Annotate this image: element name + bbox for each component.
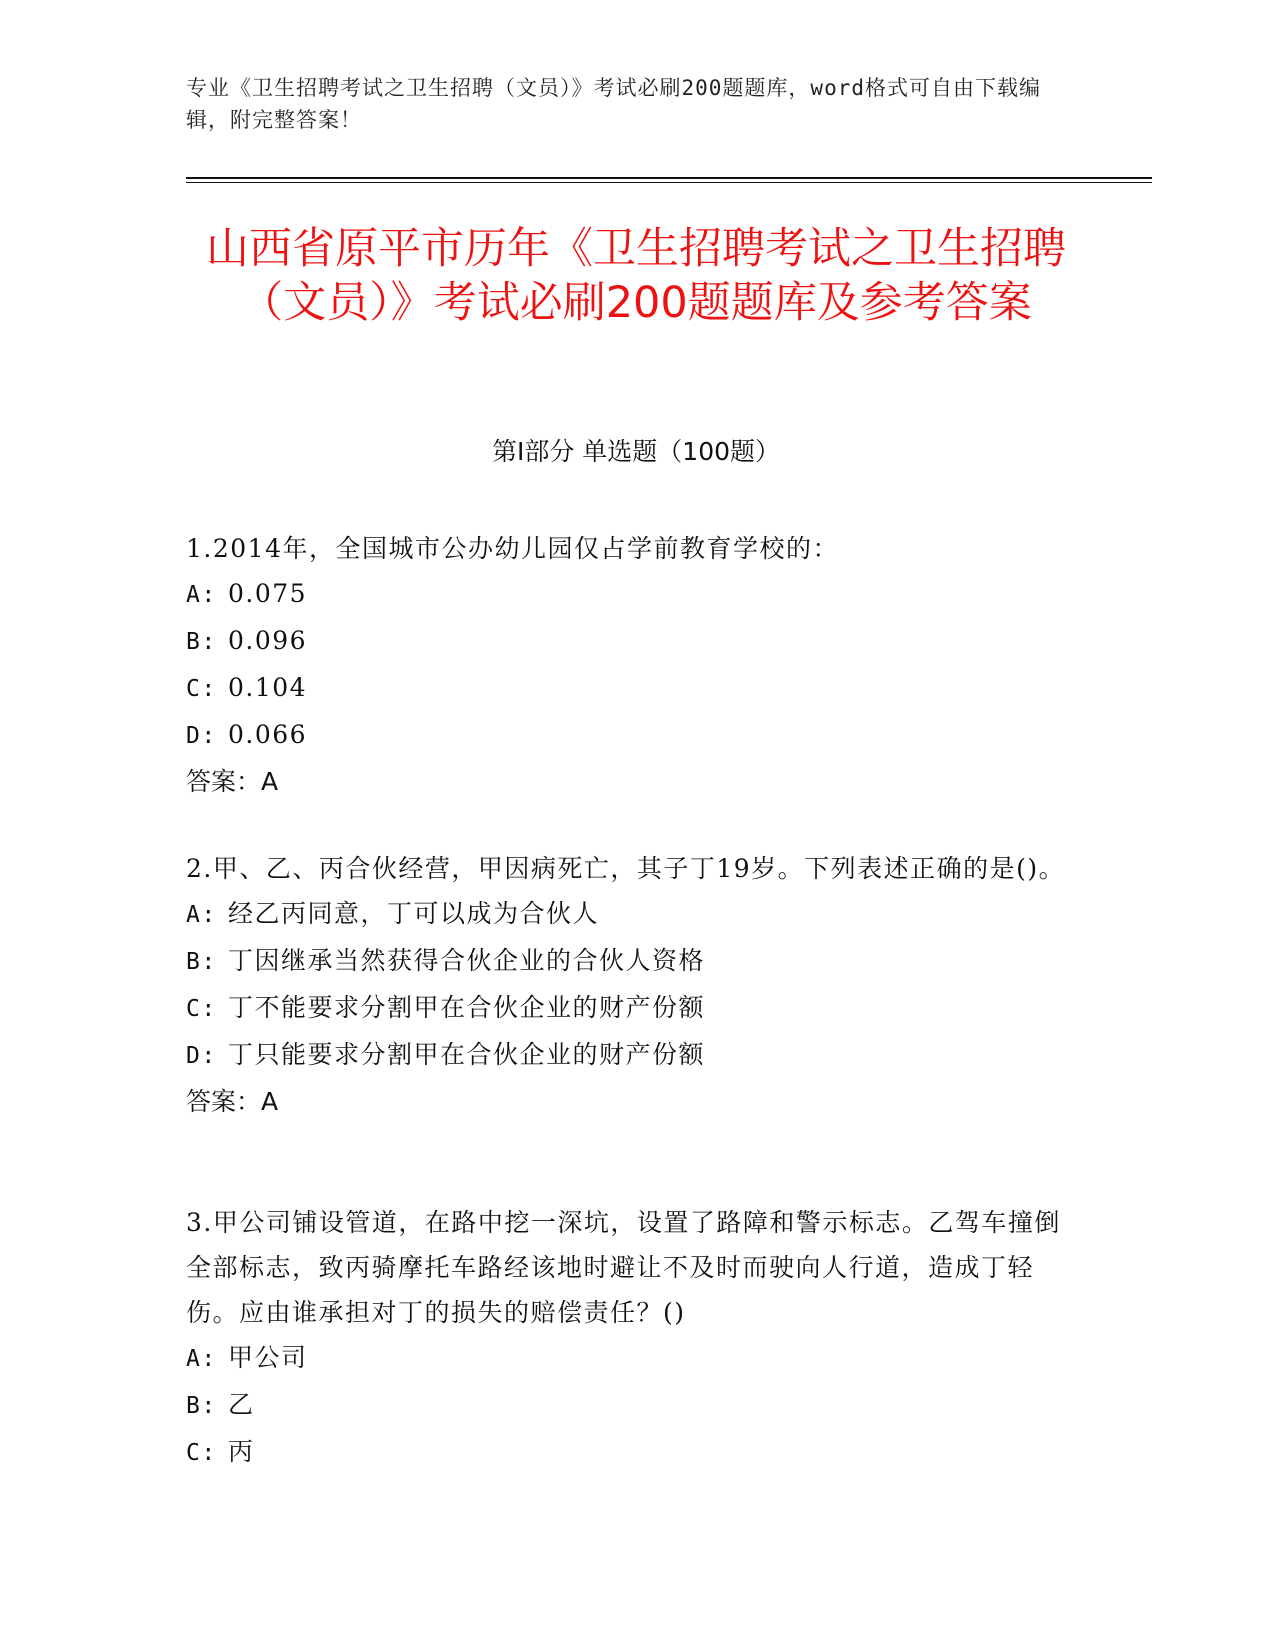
option-b <box>186 1382 1086 1429</box>
section-heading: 第Ⅰ部分 单选题（100题） <box>491 437 781 466</box>
option-text: 丙 <box>228 1437 255 1466</box>
option-a <box>186 571 1086 618</box>
option-letter: D: <box>186 1043 217 1069</box>
option-letter: C: <box>186 996 217 1022</box>
option-text: 0.096 <box>228 626 308 655</box>
option-letter: C: <box>186 1440 217 1466</box>
option-text: 乙 <box>228 1390 255 1419</box>
option-letter: D: <box>186 723 217 749</box>
header-divider-thin <box>186 182 1152 183</box>
option-d <box>186 712 1086 759</box>
option-letter: B: <box>186 1393 217 1419</box>
option-letter: A: <box>186 902 217 928</box>
option-text: 丁不能要求分割甲在合伙企业的财产份额 <box>228 993 706 1022</box>
option-a <box>186 1335 1086 1382</box>
option-c <box>186 985 1086 1032</box>
question-stem: 3.甲公司铺设管道，在路中挖一深坑，设置了路障和警示标志。乙驾车撞倒全部标志，致丙骑摩托车路经该地时避让不及时而驶向人行道，造成丁轻伤。应由谁承担对丁的损失的赔偿责任？() <box>186 1208 1061 1327</box>
option-b <box>186 938 1086 985</box>
document-title: 山西省原平市历年《卫生招聘考试之卫生招聘（文员）》考试必刷200题题库及参考答案 <box>206 224 1066 328</box>
question-2 <box>186 846 1086 1124</box>
option-text: 经乙丙同意，丁可以成为合伙人 <box>228 899 600 928</box>
option-c <box>186 1429 1086 1476</box>
option-c <box>186 665 1086 712</box>
option-text: 0.066 <box>228 720 308 749</box>
option-letter: B: <box>186 629 217 655</box>
answer: 答案：A <box>186 767 279 796</box>
option-letter: A: <box>186 582 217 608</box>
question-1 <box>186 526 1086 804</box>
option-letter: A: <box>186 1346 217 1372</box>
option-letter: B: <box>186 949 217 975</box>
option-b <box>186 618 1086 665</box>
header-note: 专业《卫生招聘考试之卫生招聘（文员）》考试必刷200题题库，word格式可自由下载编辑，附完整答案！ <box>186 76 1041 132</box>
answer: 答案：A <box>186 1087 279 1116</box>
option-a <box>186 891 1086 938</box>
question-stem: 1.2014年，全国城市公办幼儿园仅占学前教育学校的： <box>186 534 839 563</box>
header-divider-thick <box>186 177 1152 179</box>
option-text: 丁因继承当然获得合伙企业的合伙人资格 <box>228 946 706 975</box>
option-letter: C: <box>186 676 217 702</box>
option-text: 甲公司 <box>228 1343 308 1372</box>
question-3 <box>186 1200 1086 1476</box>
question-stem: 2.甲、乙、丙合伙经营，甲因病死亡，其子丁19岁。下列表述正确的是()。 <box>186 854 1066 883</box>
option-text: 0.104 <box>228 673 308 702</box>
option-text: 0.075 <box>228 579 308 608</box>
option-text: 丁只能要求分割甲在合伙企业的财产份额 <box>228 1040 706 1069</box>
option-d <box>186 1032 1086 1079</box>
